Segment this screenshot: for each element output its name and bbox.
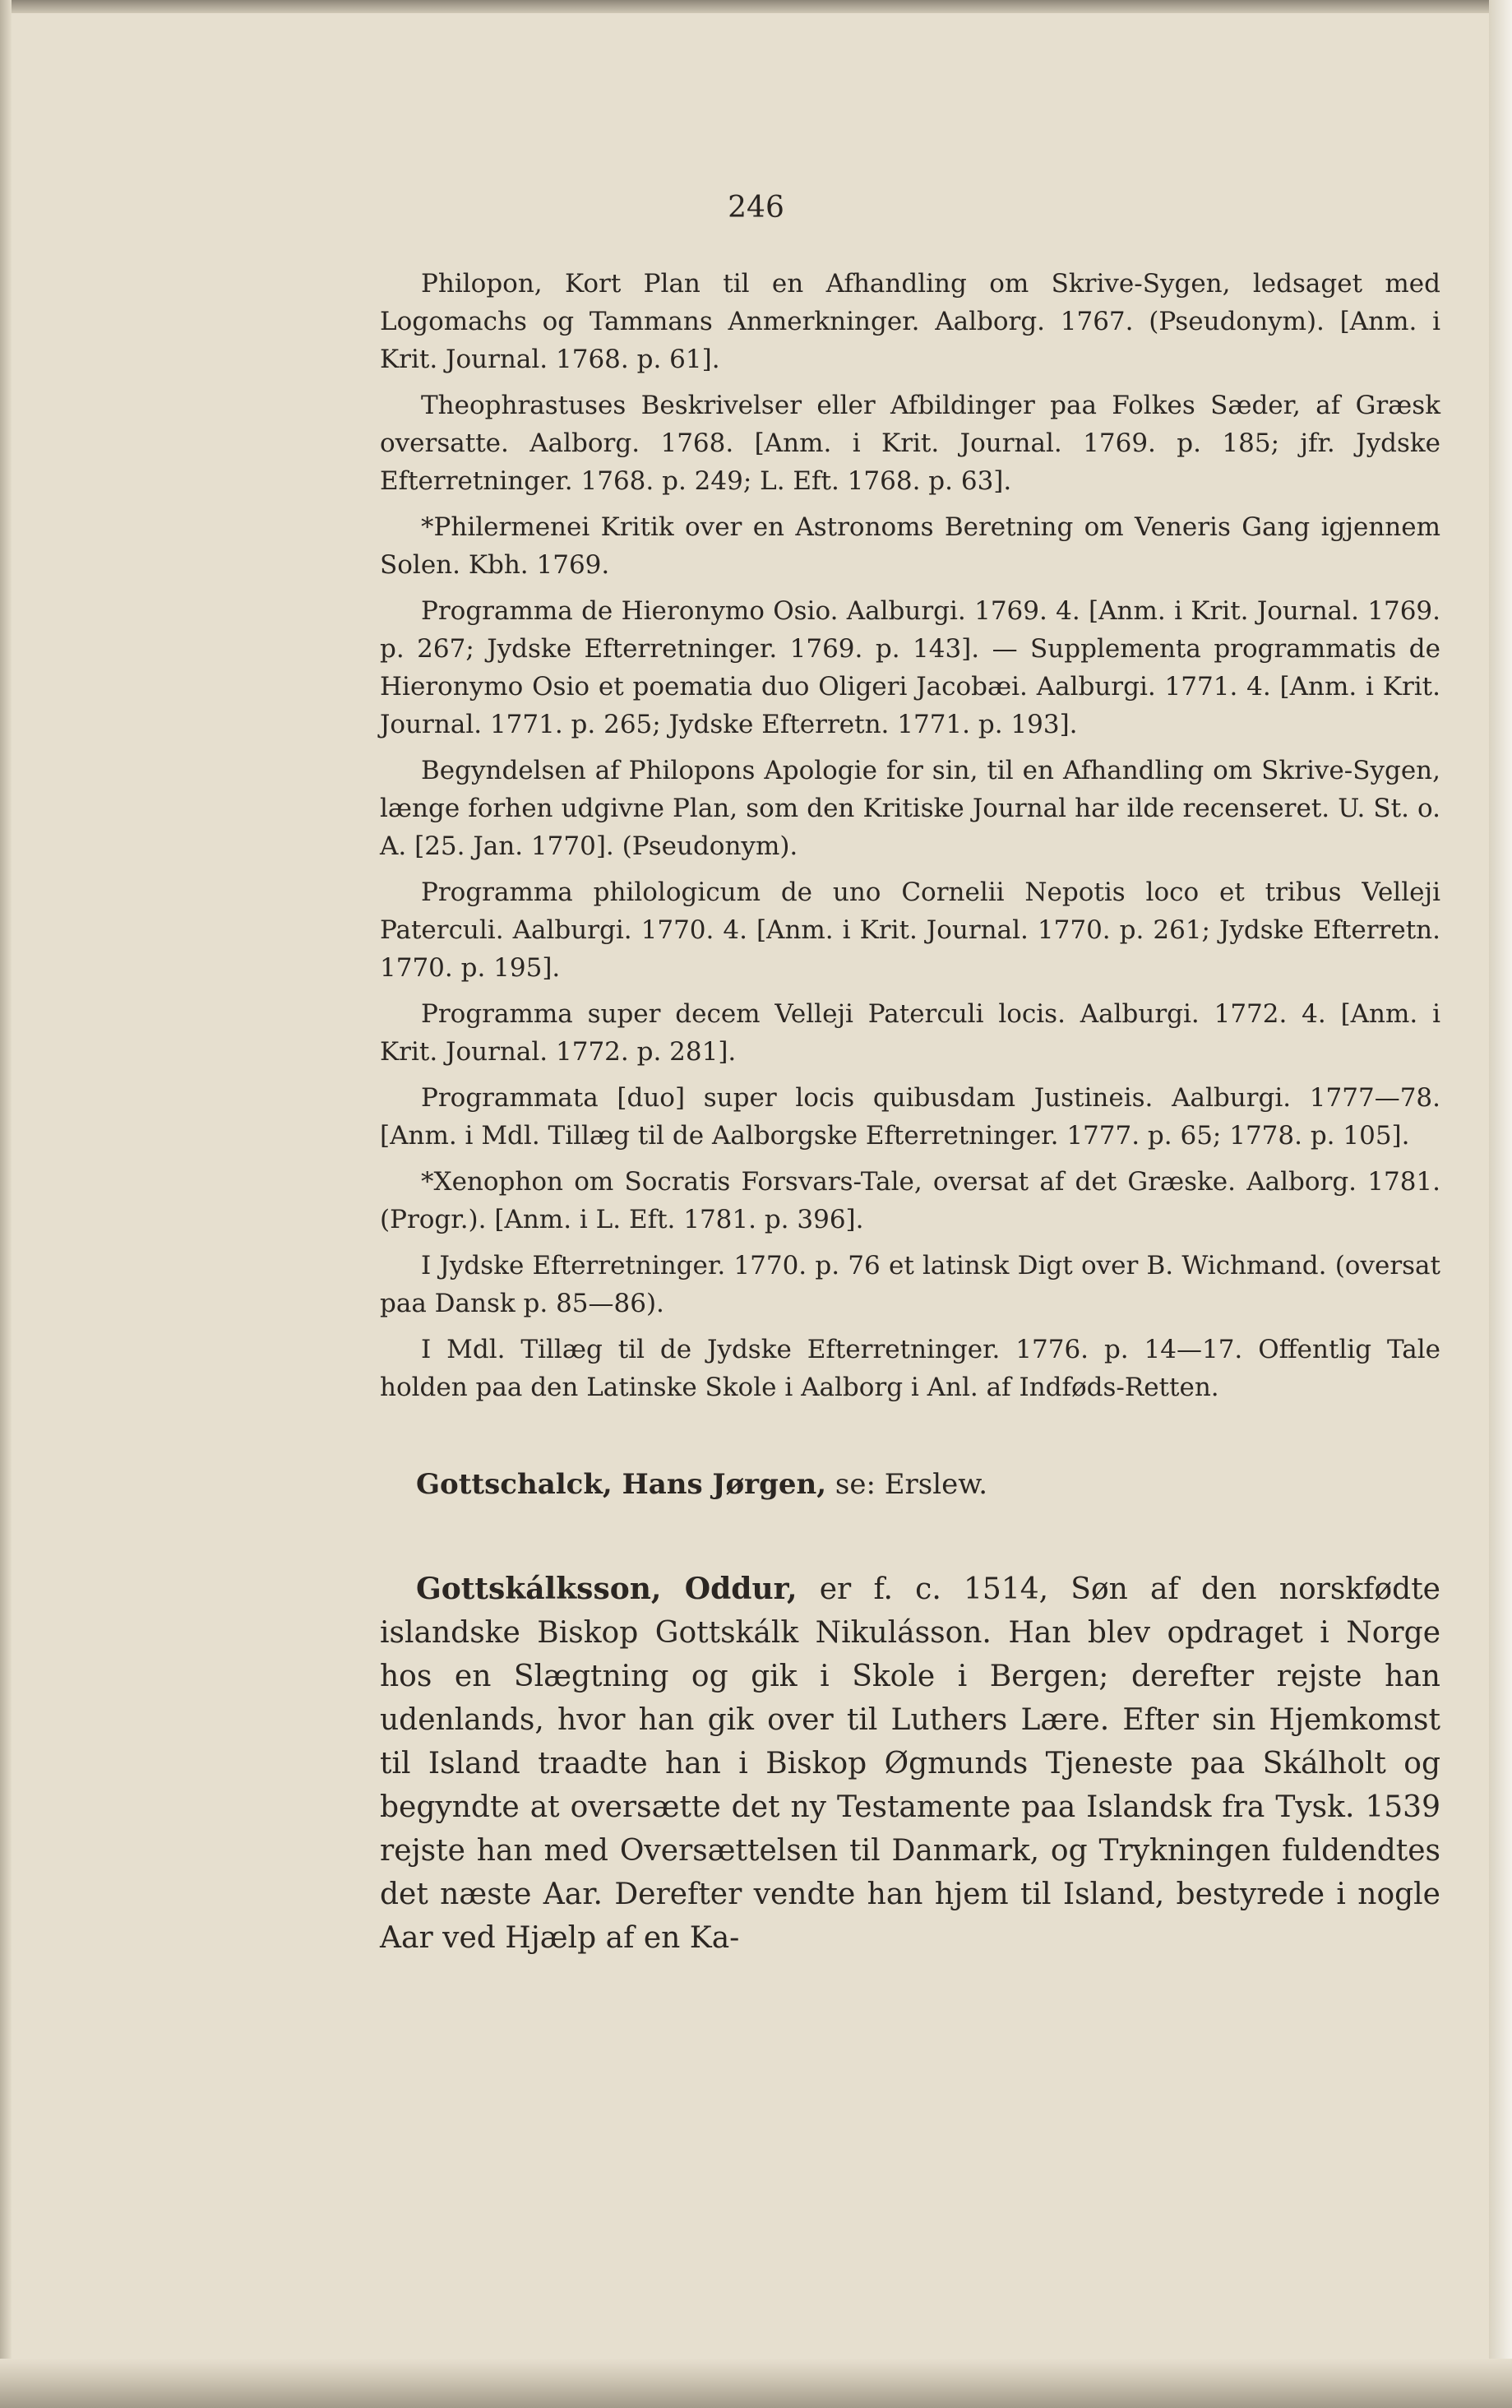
bibliography-entry: I Jydske Efterretninger. 1770. p. 76 et latinsk Digt over B. Wichmand. (oversat paa Dansk p. 85—86). [380, 1251, 1440, 1318]
bibliography-entry: I Mdl. Tillæg til de Jydske Efterretninger. 1776. p. 14—17. Offentlig Tale holden paa den Latinske Skole i Aalborg i Anl. af Indføds-Retten. [380, 1335, 1440, 1402]
page-number: 246 [728, 191, 784, 225]
biography-entry [380, 1568, 1440, 1960]
bibliography-entry: Programma super decem Velleji Paterculi locis. Aalburgi. 1772. 4. [Anm. i Krit. Journal. 1772. p. 281]. [380, 999, 1440, 1067]
page-right-edge [1489, 0, 1512, 2408]
page-left-edge [0, 0, 12, 2408]
biography-text: er f. c. 1514, Søn af den norskfødte islandske Biskop Gottskálk Nikulásson. Han blev opdraget i Norge hos en Slægtning og gik i Skole i Bergen; derefter rejste han udenlands, hvor han gik over til Luthers Lære. Efter sin Hjemkomst til Island traadte han i Biskop Øgmunds Tjeneste paa Skálholt og begyndte at oversætte det ny Testamente paa Islandsk fra Tysk. 1539 rejste han med Oversættelsen til Danmark, og Trykningen fuldendtes det næste Aar. Derefter vendte han hjem til Island, bestyrede i nogle Aar ved Hjælp af en Ka- [380, 1572, 1440, 1955]
text-column [380, 265, 1440, 1960]
entry-cross-reference: se: Erslew. [826, 1468, 988, 1501]
entry-heading-name: Gottschalck, Hans Jørgen, [416, 1468, 827, 1501]
bibliography-entry: Philopon, Kort Plan til en Afhandling om Skrive-Sygen, ledsaget med Logomachs og Tammans Anmerkninger. Aalborg. 1767. (Pseudonym). [Anm. i Krit. Journal. 1768. p. 61]. [380, 269, 1440, 374]
bibliography-entry: Theophrastuses Beskrivelser eller Afbildinger paa Folkes Sæder, af Græsk oversatte. Aalborg. 1768. [Anm. i Krit. Journal. 1769. p. 185; jfr. Jydske Efterretninger. 1768. p. 249; L. Eft. 1768. p. 63]. [380, 391, 1440, 496]
cross-reference-entry [380, 1464, 1440, 1505]
bibliography-entry: Programmata [duo] super locis quibusdam Justineis. Aalburgi. 1777—78. [Anm. i Mdl. Tillæg til de Aalborgske Efterretninger. 1777. p. 65; 1778. p. 105]. [380, 1083, 1440, 1151]
page-top-edge [0, 0, 1512, 13]
entry-heading-name: Gottskálksson, Oddur, [416, 1572, 798, 1606]
bibliography-entry: Programma de Hieronymo Osio. Aalburgi. 1769. 4. [Anm. i Krit. Journal. 1769. p. 267; Jydske Efterretninger. 1769. p. 143]. — Supplementa programmatis de Hieronymo Osio et poematia duo Oligeri Jacobæi. Aalburgi. 1771. 4. [Anm. i Krit. Journal. 1771. p. 265; Jydske Efterretn. 1771. p. 193]. [380, 596, 1440, 739]
page-bottom-edge [0, 2359, 1512, 2408]
bibliography-entry: Programma philologicum de uno Cornelii Nepotis loco et tribus Velleji Paterculi. Aalburgi. 1770. 4. [Anm. i Krit. Journal. 1770. p. 261; Jydske Efterretn. 1770. p. 195]. [380, 878, 1440, 983]
bibliography-entry: Begyndelsen af Philopons Apologie for sin, til en Afhandling om Skrive-Sygen, længe forhen udgivne Plan, som den Kritiske Journal har ilde recenseret. U. St. o. A. [25. Jan. 1770]. (Pseudonym). [380, 756, 1440, 861]
bibliography-entry: *Philermenei Kritik over en Astronoms Beretning om Veneris Gang igjennem Solen. Kbh. 1769. [380, 512, 1440, 580]
bibliography-entry: *Xenophon om Socratis Forsvars-Tale, oversat af det Græske. Aalborg. 1781. (Progr.). [Anm. i L. Eft. 1781. p. 396]. [380, 1167, 1440, 1234]
